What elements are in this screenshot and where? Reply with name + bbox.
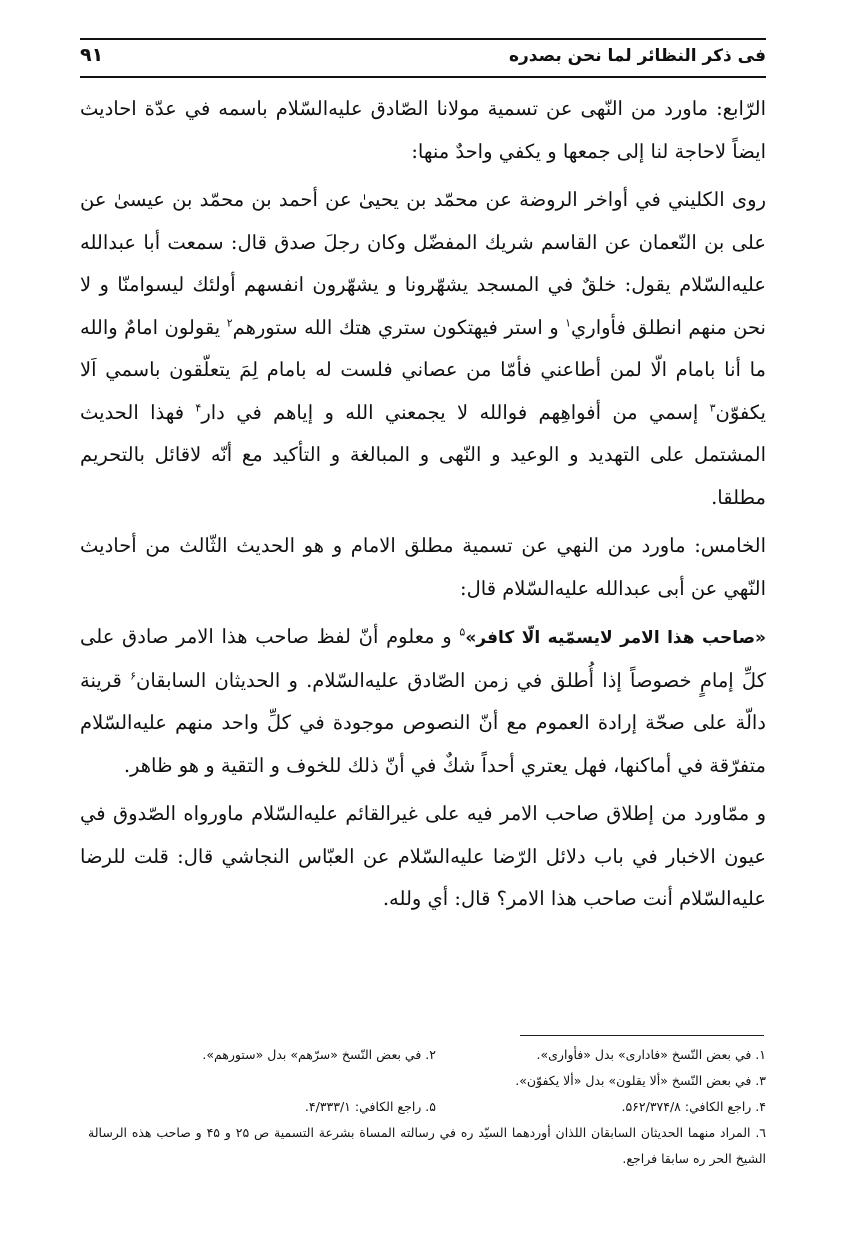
page-number: ۹۱ — [80, 44, 104, 66]
running-title: فی ذکر النظائر لما نحن بصدره — [508, 46, 766, 66]
footnote-3: ٣. في بعض النّسخ «ألا یقلون» بدل «ألا یکفوّن». — [515, 1073, 766, 1088]
footnote-ref-5: ۵ — [459, 625, 466, 639]
paragraph-quote — [80, 616, 766, 787]
paragraph-text: إسمي من أفواهِهم فوالله لا یجمعني الله و إیاهم في دار — [201, 400, 710, 424]
footnote-4: ۴. راجع الکافي: ۵۶۲/۳۷۴/۸. — [621, 1099, 766, 1114]
paragraph-fourth — [80, 88, 766, 173]
paragraph-text: الرّابع: ماورد من النّهی عن تسمیة مولانا الصّادق علیه‌السّلام باسمه في عدّة احادیث ایضاً لاحاجة لنا إلی جمعها و یکفي واحدٌ منها: — [80, 97, 766, 163]
footnote-6: ٦. المراد منهما الحدیثان السابقان اللذان أوردهما السیّد ره في رسالته المساة بشرعة التسمیة ص ۲۵ و ۴۵ و صاحب هذه الرسالة الشیخ الحر ره سابقا فراجع. — [88, 1125, 767, 1166]
hadith-quote: «صاحب هذا الامر لایسمّیه الّا کافر» — [465, 628, 766, 648]
footnote-ref-3: ٣ — [709, 401, 716, 414]
paragraph-text: و معلوم أنّ لفظ صاحب هذا الامر صادق علی کلِّ إمامٍ خصوصاً إذا أُطلق في زمن الصّادق علیه‌السّلام. و الحدیثان السابقان — [80, 625, 766, 692]
footnote-5: ۵. راجع الکافي: ۴/۳۳۳/۱. — [304, 1099, 436, 1114]
page-header — [80, 38, 766, 78]
paragraph-text: الخامس: ماورد من النهي عن تسمیة مطلق الامام و هو الحدیث الثّالث من أحادیث النّهي عن أبی عبدالله علیه‌السّلام قال: — [80, 534, 766, 600]
paragraph-text: روی الکلیني في أواخر الروضة عن محمّد بن یحییٰ عن أحمد بن محمّد بن عیسیٰ عن علی بن النّعمان عن القاسم شریك المفضّل وکان رجلَ صدق قال: سمعت أبا عبدالله علیه‌السّلام یقول: خلقٌ في المسجد یشهّرونا و یشهّرون انفسهم أولئك لیسوامنّا و لا نحن منهم انطلق فأواري — [80, 188, 766, 339]
paragraph-text: و استر فیهتکون ستري هتك الله ستورهم — [232, 315, 566, 339]
footnote-ref-1: ١ — [565, 316, 572, 329]
paragraph-text: یقولون امامٌ والله ما أنا بامام الّا لمن أطاعني فأمّا من عصاني فلست له بامام لِمَ یتعلّقون باسمي اَلا یکفوّن — [80, 315, 766, 424]
footnote-ref-2: ٢ — [226, 316, 233, 329]
footnote-2: ٢. في بعض النّسخ «سرّهم» بدل «ستورهم». — [202, 1047, 436, 1062]
paragraph-text: قرینة دالّة علی صحّة إرادة العموم مع أنّ النصوص موجودة في کلِّ واحد منهم علیه‌السّلام متفرّقة في أماکنها، فهل یعتري أحداً شكٌ في أنّ ذلك للخوف و التقیة و هو ظاهر. — [80, 668, 766, 777]
footnote-row — [88, 1068, 766, 1094]
paragraph-kulayni-narration — [80, 179, 766, 519]
paragraph-fifth — [80, 525, 766, 610]
header-top-rule — [80, 38, 766, 40]
main-text — [80, 88, 766, 927]
paragraph-saduq-narration — [80, 793, 766, 921]
footnote-ref-4: ۴ — [195, 401, 202, 414]
paragraph-text: و ممّاورد من إطلاق صاحب الامر فیه علی غیرالقائم علیه‌السّلام ماورواه الصّدوق في عیون الاخبار في باب دلائل الرّضا علیه‌السّلام عن العبّاس النجاشي قال: قلت للرضا علیه‌السّلام أنت صاحب هذا الامر؟ قال: أي ولله. — [80, 802, 766, 910]
footnote-row — [88, 1042, 766, 1068]
footnote-row — [88, 1094, 766, 1120]
footnotes — [88, 1042, 766, 1172]
footnote-ref-6: ۶ — [130, 669, 136, 682]
header-bottom-rule — [80, 76, 766, 78]
paragraph-text: فهذا الحدیث المشتمل علی التهدید و الوعید و النّهی و المبالغة و التأکید مع أنّه لاقائل بالتحریم مطلقا. — [80, 400, 766, 509]
footnote-rule — [520, 1035, 764, 1036]
footnote-1: ١. في بعض النّسخ «فاداری» بدل «فأواری». — [536, 1047, 766, 1062]
